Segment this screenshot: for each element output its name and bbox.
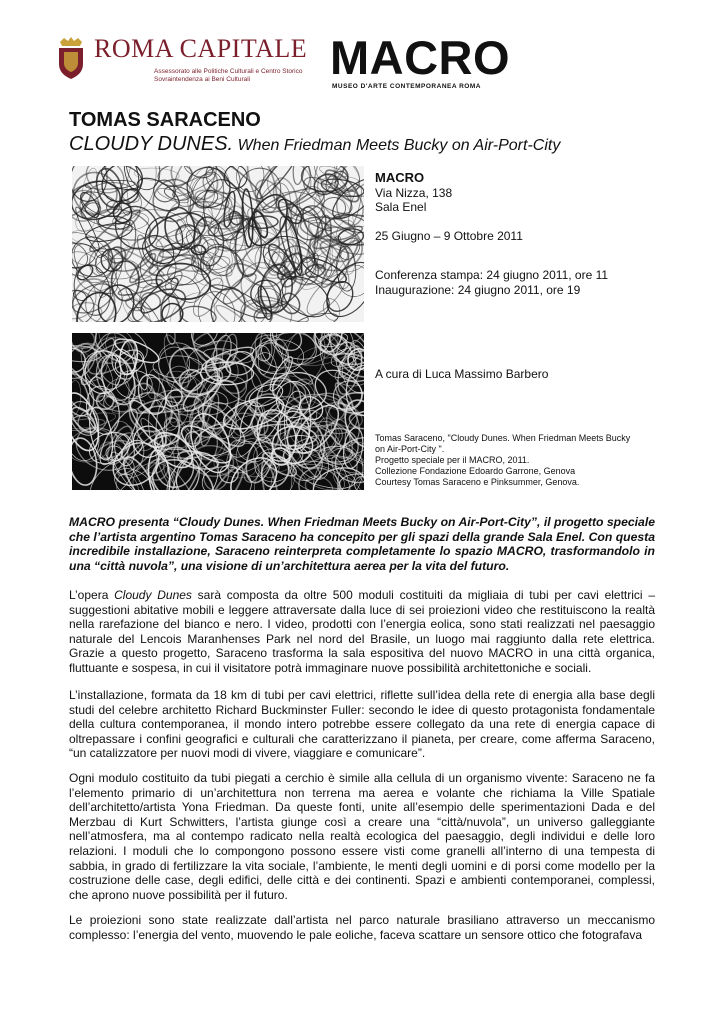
macro-logo-subtitle: MUSEO D'ARTE CONTEMPORANEA ROMA: [332, 83, 481, 90]
body-paragraph-3: Ogni modulo costituito da tubi piegati a cerchio è simile alla cellula di un organismo vivente: Saraceno ne fa l’elemento primario di un’architettura non terrena ma aerea e volante che richiama la Ville Spatiale dell’architetto/artista Yona Friedman. Da queste fonti, unite all’esempio delle sperimentazioni Dada e del Merzbau di Kurt Schwitters, l’artista giunge così a creare una “città/nuvola”, un universo galleggiante nell’atmosfera, ma al contempo radicato nella realtà ecologica del paesaggio, degli individui e delle loro relazioni. I moduli che lo compongono possono essere visti come granelli all’interno di una tempesta di sabbia, in grado di fertilizzare la vita sociale, l’ambiente, le menti degli uomini e di porsi come modello per la costruzione delle case, degli edifici, delle città e dei continenti. Spazi e ambienti contemporanei, complessi, che aprono nuove possibilità per il futuro.: [69, 771, 655, 902]
caption-line: on Air-Port-City ".: [375, 444, 445, 454]
work-title-sub: When Friedman Meets Bucky on Air-Port-City: [233, 137, 561, 154]
caption-line: Courtesy Tomas Saraceno e Pinksummer, Genova.: [375, 477, 580, 487]
inauguration: Inaugurazione: 24 giugno 2011, ore 19: [375, 283, 581, 297]
roma-capitale-subtitle: [154, 68, 302, 83]
caption-line: Tomas Saraceno, "Cloudy Dunes. When Friedman Meets Bucky: [375, 433, 631, 443]
caption-line: Progetto speciale per il MACRO, 2011.: [375, 455, 530, 465]
caption-line: Collezione Fondazione Edoardo Garrone, Genova: [375, 466, 576, 476]
macro-logo-title: MACRO: [330, 31, 511, 84]
roma-subtitle-line: Sovraintendenza ai Beni Culturali: [154, 75, 251, 83]
roma-capitale-logo: [56, 34, 306, 86]
p1-text-start: L’opera: [69, 588, 115, 602]
body-paragraph-4: Le proiezioni sono state realizzate dall’artista nel parco naturale brasiliano attraverso un meccanismo complesso: l’energia del vento, muovendo le pale eoliche, faceva scattare un sensore ottico che fotografava: [69, 913, 655, 942]
roma-capitale-crest-icon: [56, 36, 86, 80]
curator: A cura di Luca Massimo Barbero: [375, 367, 549, 381]
macro-logo: [330, 31, 511, 90]
p1-text-rest: sarà composta da oltre 500 moduli costituiti da migliaia di tubi per cavi elettrici – suggestioni abitative mobili e leggere attraversate dalla luce di sei proiezioni video che restituiscono la realtà nella rarefazione del bianco e nero. I video, prodotti con l’energia eolica, sono stati realizzati nel paesaggio naturale del Lencois Maranhenses Park nel nord del Brasile, un luogo mai raggiunto dalla rete elettrica. Grazie a questo progetto, Saraceno trasforma la sala espositiva del nuovo MACRO in una città organica, fluttuante e sospesa, in cui il visitatore potrà immaginare nuove possibilità architettoniche e sociali.: [69, 588, 656, 675]
installation-photo-top-image: [72, 166, 364, 322]
body-paragraph-2: L’installazione, formata da 18 km di tubi per cavi elettrici, riflette sull’idea della rete di energia alla base degli studi del celebre architetto Richard Buckminster Fuller: secondo le idee di questo protagonista fondamentale della cultura contemporanea, il mondo intero potrebbe essere collegato da una rete di energia capace di oltrepassare i confini geografici e culturali che caratterizzano il pianeta, per creare, come afferma Saraceno, “un catalizzatore per nuovi modi di vivere, viaggiare e comunicare”.: [69, 688, 655, 761]
installation-photo-top: [72, 166, 364, 322]
exhibition-dates: 25 Giugno – 9 Ottobre 2011: [375, 229, 523, 243]
work-title: [69, 133, 560, 156]
installation-photo-bottom-image: [72, 333, 364, 490]
venue-name: MACRO: [375, 170, 425, 185]
body-paragraph-1: [69, 588, 655, 676]
p1-work-name: Cloudy Dunes: [114, 588, 192, 602]
work-title-main: CLOUDY DUNES.: [69, 133, 234, 155]
installation-photo-bottom: [72, 333, 364, 490]
artist-name: TOMAS SARACENO: [69, 109, 261, 131]
venue-room: Sala Enel: [375, 200, 427, 214]
venue-address: Via Nizza, 138: [375, 186, 453, 200]
roma-capitale-title: ROMA CAPITALE: [94, 34, 308, 63]
press-conference: Conferenza stampa: 24 giugno 2011, ore 11: [375, 268, 609, 282]
roma-subtitle-line: Assessorato alle Politiche Culturali e Centro Storico: [154, 68, 303, 75]
intro-paragraph: MACRO presenta “Cloudy Dunes. When Friedman Meets Bucky on Air-Port-City”, il progetto speciale che l’artista argentino Tomas Saraceno ha concepito per gli spazi della grande Sala Enel. Con questa incredibile installazione, Saraceno reinterpreta completamente lo spazio MACRO, trasformandolo in una “città nuvola”, una visione di un’architettura aerea per la vita del futuro.: [69, 515, 655, 573]
